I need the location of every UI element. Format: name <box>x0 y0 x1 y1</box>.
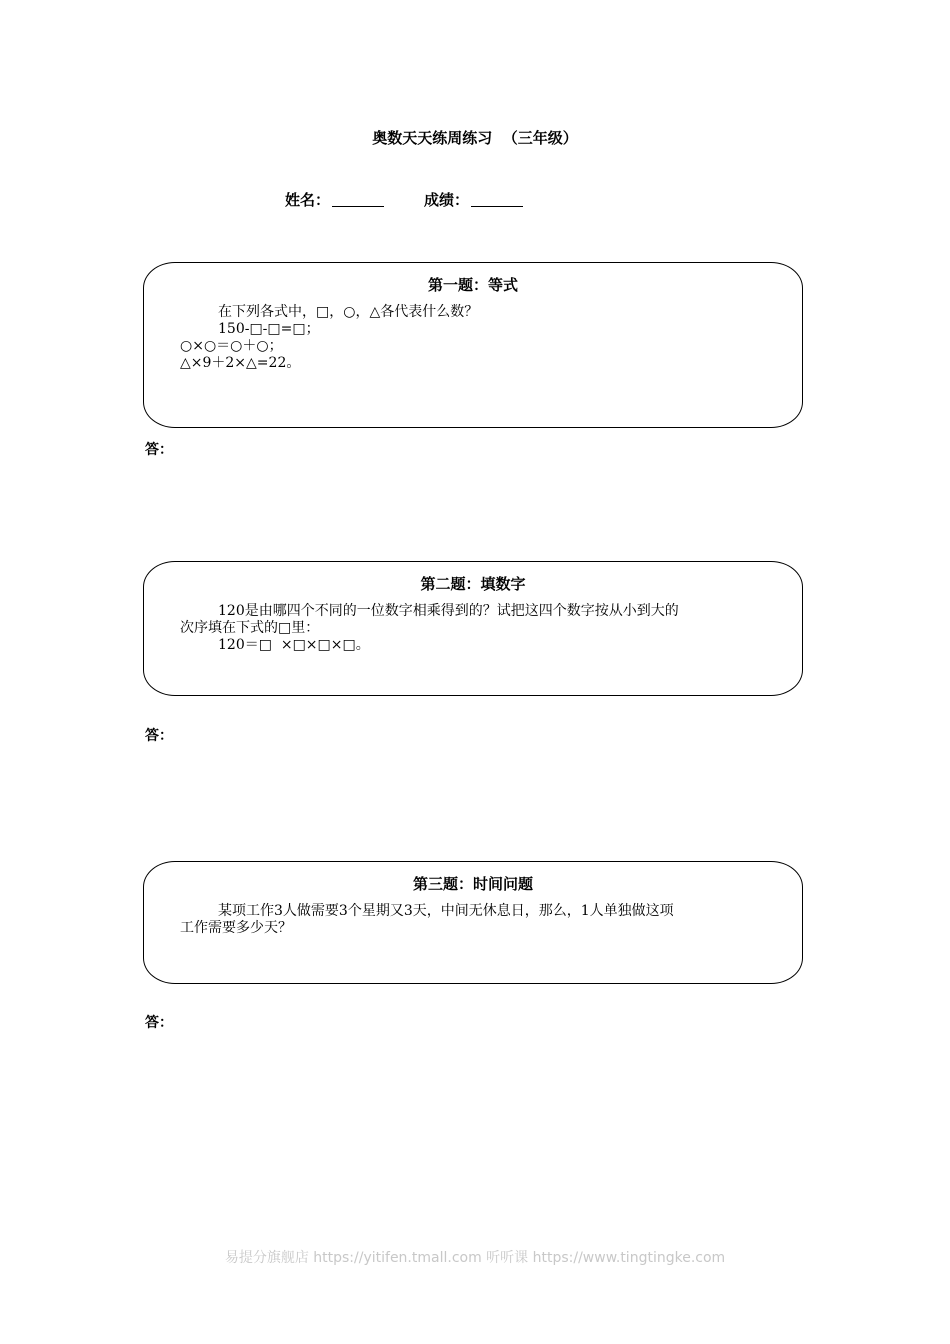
question-2-body <box>144 603 802 654</box>
question-3-body <box>144 903 802 937</box>
score-field <box>424 189 523 210</box>
question-1-body <box>144 304 802 372</box>
question-1-title: 第一题：等式 <box>427 276 518 294</box>
question-3-line: 某项工作3人做需要3个星期又3天，中间无休息日，那么，1人单独做这项 <box>218 903 674 919</box>
question-1-line: ○×○＝○＋○； <box>180 338 283 354</box>
page-title: 奥数天天练周练习 （三年级） <box>372 129 578 147</box>
name-label: 姓名： <box>285 191 331 209</box>
question-3-answer-label: 答： <box>145 1015 173 1031</box>
question-1-box <box>143 262 803 428</box>
question-1-line: 150-□-□=□； <box>218 321 320 337</box>
question-1-line: △×9＋2×△=22。 <box>180 355 301 371</box>
question-2-line: 次序填在下式的□里： <box>180 620 320 636</box>
question-3-line: 工作需要多少天？ <box>180 920 292 936</box>
question-2-box <box>143 561 803 696</box>
score-blank[interactable] <box>471 192 523 207</box>
question-1-answer-label: 答： <box>145 442 173 458</box>
question-2-answer-label: 答： <box>145 728 173 744</box>
question-2-title: 第二题：填数字 <box>420 575 526 593</box>
footer-watermark: 易提分旗舰店 https://yitifen.tmall.com 听听课 https://www.tingtingke.com <box>224 1250 726 1266</box>
question-1-line: 在下列各式中，□，○，△各代表什么数？ <box>218 304 479 320</box>
question-3-title: 第三题：时间问题 <box>412 875 533 893</box>
question-2-line: 120是由哪四个不同的一位数字相乘得到的？试把这四个数字按从小到大的 <box>218 603 679 619</box>
score-label: 成绩： <box>424 191 470 209</box>
question-3-box <box>143 861 803 984</box>
name-blank[interactable] <box>332 192 384 207</box>
question-2-line: 120＝□ ×□×□×□。 <box>218 637 370 653</box>
name-field <box>285 189 384 210</box>
